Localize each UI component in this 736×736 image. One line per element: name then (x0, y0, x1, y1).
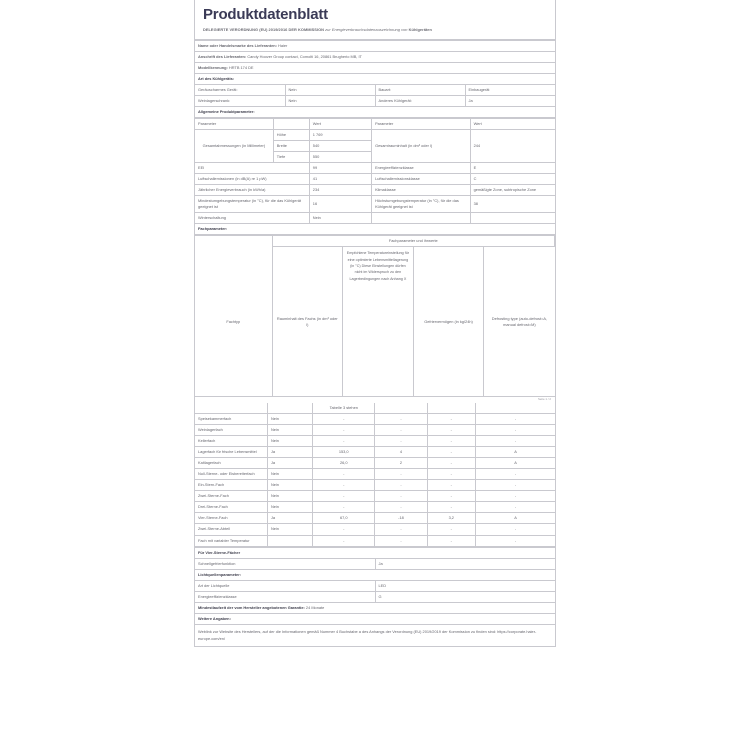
max-temp-label: Höchstumgebungstemperatur (in °C), für die das Kühlgerät geeignet ist (372, 196, 471, 213)
row-name-drei-sterne: Drei-Sterne-Fach (195, 502, 267, 513)
page-note: Seite 1 / 2 (537, 397, 551, 402)
row-volume-zwei-sterne-abteil: - (313, 524, 375, 535)
row-freezing-kellerfach: - (427, 436, 476, 447)
ref-blank-4 (427, 403, 476, 414)
regulation-line2: Kühlgeräten (408, 26, 432, 32)
gp-row-temperature (195, 196, 555, 213)
compartment-column-header-row (195, 247, 555, 397)
row-present-null-sterne: Nein (267, 469, 312, 480)
compartment-group-header: Fachparameter und ihrwerte (272, 236, 555, 247)
climate-class-label: Klimaklasse (372, 185, 471, 196)
compartment-corner-blank (195, 236, 272, 247)
compartment-table (195, 403, 555, 547)
wine-cabinet-label: Weinlagerschrank: (195, 95, 285, 106)
further-section-label: Weitere Angaben: (195, 613, 555, 624)
row-volume-lagerfach-frische: 153,0 (313, 447, 375, 458)
light-class-label: Energieeffizienzklasse (195, 591, 375, 602)
model-label: Modellkennung: (198, 64, 228, 70)
appliance-type-section-label: Art des Kühlgeräts: (195, 73, 555, 84)
fast-freeze-row (195, 558, 555, 569)
row-temp-vier-sterne: -18 (375, 513, 427, 524)
warranty-row (195, 602, 555, 613)
supplier-name-cell (195, 40, 555, 51)
gp-row-winter (195, 213, 555, 224)
winter-blank-2 (470, 213, 555, 224)
consumption-label: Jährlicher Energieverbrauch (in kWh/a) (195, 185, 309, 196)
row-defrost-null-sterne: - (476, 469, 555, 480)
row-name-speisekammerfach: Speisekammerfach (195, 414, 267, 425)
other-appliance-label: Anderes Kühlgerät: (375, 95, 465, 106)
consumption-value: 234 (309, 185, 371, 196)
appliance-type-header-row (195, 73, 555, 84)
row-volume-kellerfach: - (313, 436, 375, 447)
row-present-zwei-sterne: Nein (267, 491, 312, 502)
row-name-ein-stern: Ein-Stern-Fach (195, 480, 267, 491)
table-reference: Tabelle 3 stehen (313, 403, 375, 414)
row-freezing-vier-sterne: 3,2 (427, 513, 476, 524)
row-name-zwei-sterne: Zwei-Sterne-Fach (195, 491, 267, 502)
gp-header-value-2: Wert (470, 118, 555, 129)
volume-label: Gesamtrauminhalt (in dm³ oder l) (372, 129, 471, 162)
col-header-volume: Rauminhalt des Fachs (in dm³ oder l) (272, 247, 343, 397)
winter-switch-value: Nein (309, 213, 371, 224)
row-volume-speisekammerfach: - (313, 414, 375, 425)
row-name-variable-temp: Fach mit variabler Temperatur (195, 535, 267, 546)
datasheet-page (194, 0, 556, 736)
gp-row-noise (195, 174, 555, 185)
row-name-kaltlagerfach: Kaltlagerfach (195, 458, 267, 469)
col-header-freezing: Gefriervermögen (in kg/24h) (413, 247, 484, 397)
light-type-value: LED (375, 580, 555, 591)
regulation-subtitle (203, 27, 547, 34)
page-title: Produktdatenblatt (203, 6, 328, 23)
dimension-value-breite: 540 (309, 141, 371, 152)
row-defrost-kaltlagerfach: A (476, 458, 555, 469)
noise-class-label: Luftschallemissionsklasse (372, 174, 471, 185)
table-row (195, 458, 555, 469)
row-present-zwei-sterne-abteil: Nein (267, 524, 312, 535)
row-temp-kellerfach: - (375, 436, 427, 447)
row-volume-kaltlagerfach: 26,0 (313, 458, 375, 469)
row-present-lagerfach-frische: Ja (267, 447, 312, 458)
ref-blank-1 (195, 403, 267, 414)
supplier-table (195, 40, 555, 118)
min-temp-label: Mindestumgebungstemperatur (in °C), für die das Kühlgerät geeignet ist (195, 196, 309, 213)
row-defrost-drei-sterne: - (476, 502, 555, 513)
general-parameters-header-row (195, 106, 555, 117)
row-temp-speisekammerfach: - (375, 414, 427, 425)
row-temp-zwei-sterne: - (375, 491, 427, 502)
row-defrost-kellerfach: - (476, 436, 555, 447)
compartment-header-table (195, 235, 555, 397)
row-freezing-kaltlagerfach: - (427, 458, 476, 469)
supplier-name-value: Haier (278, 42, 288, 48)
col-header-temperature: Empfohlene Temperatureinstellung für eine optimierte Lebensmittellagerung (in °C) Diese Einstellungen dürfen nicht im Widerspruch zu den Lagerbedingungen nach Anhang X (343, 247, 414, 397)
row-temp-null-sterne: - (375, 469, 427, 480)
row-defrost-ein-stern: - (476, 480, 555, 491)
light-source-section-label: Lichtquellenparameter: (195, 569, 555, 580)
noise-class-value: C (470, 174, 555, 185)
row-present-kellerfach: Nein (267, 436, 312, 447)
gp-header-row (195, 118, 555, 129)
row-name-lagerfach-frische: Lagerfach für frische Lebensmittel (195, 447, 267, 458)
compartment-group-header-row (195, 236, 555, 247)
row-name-weinlagerfach: Weinlagerfach (195, 425, 267, 436)
light-type-row (195, 580, 555, 591)
row-freezing-zwei-sterne-abteil: - (427, 524, 476, 535)
ref-blank-3 (375, 403, 427, 414)
compartment-section-label: Fachparameter: (195, 224, 555, 235)
row-volume-vier-sterne: 67,0 (313, 513, 375, 524)
dimension-value-tiefe: 550 (309, 152, 371, 163)
dimension-name-hoehe: Höhe (273, 129, 309, 140)
wine-cabinet-value: Nein (285, 95, 375, 106)
table-row (195, 513, 555, 524)
winter-switch-label: Winterschaltung (195, 213, 309, 224)
dimensions-label: Gesamtabmessungen (in Millimeter) (195, 129, 273, 162)
supplier-address-label: Anschrift des Lieferanten: (198, 53, 247, 59)
row-temp-kaltlagerfach: 2 (375, 458, 427, 469)
build-type-value: Einbaugerät (465, 84, 555, 95)
table-row (195, 491, 555, 502)
gp-header-sub (273, 118, 309, 129)
warranty-cell (195, 602, 555, 613)
gp-row-eei (195, 163, 555, 174)
row-temp-variable-temp: - (375, 535, 427, 546)
dimension-name-breite: Breite (273, 141, 309, 152)
max-temp-value: 38 (470, 196, 555, 213)
row-volume-ein-stern: - (313, 480, 375, 491)
table-row (195, 535, 555, 546)
min-temp-value: 16 (309, 196, 371, 213)
build-type-label: Bauart: (375, 84, 465, 95)
gp-row-consumption (195, 185, 555, 196)
row-defrost-weinlagerfach: - (476, 425, 555, 436)
model-cell (195, 62, 555, 73)
row-temp-drei-sterne: - (375, 502, 427, 513)
regulation-line1: DELEGIERTE VERORDNUNG (EU) 2019/2016 DER KOMMISSION (203, 26, 325, 32)
row-temp-weinlagerfach: - (375, 425, 427, 436)
row-freezing-variable-temp: - (427, 535, 476, 546)
low-noise-label: Geräuscharmes Gerät: (195, 84, 285, 95)
appliance-type-row-1 (195, 95, 555, 106)
light-source-section-row (195, 569, 555, 580)
compartment-table-ref-row (195, 403, 555, 414)
row-name-kellerfach: Kellerfach (195, 436, 267, 447)
light-class-value: G (375, 591, 555, 602)
noise-label: Luftschallemissionen (in dB(A) re 1 pW) (195, 174, 309, 185)
noise-value: 41 (309, 174, 371, 185)
table-row (195, 469, 555, 480)
ref-blank-2 (267, 403, 312, 414)
row-name-null-sterne: Null-Sterne- oder Eisbereiterfach (195, 469, 267, 480)
row-volume-weinlagerfach: - (313, 425, 375, 436)
row-name-zwei-sterne-abteil: Zwei-Sterne-Abteil (195, 524, 267, 535)
row-present-weinlagerfach: Nein (267, 425, 312, 436)
warranty-value: 24 Monate (305, 604, 325, 610)
gp-header-parameter-1: Parameter (195, 118, 273, 129)
winter-blank-1 (372, 213, 471, 224)
row-present-variable-temp (267, 535, 312, 546)
row-present-speisekammerfach: Nein (267, 414, 312, 425)
row-freezing-null-sterne: - (427, 469, 476, 480)
weblink-text[interactable]: Weblink zur Website des Herstellers, auf der die Informationen gemäß Nummer 4 Buchstabe a des Anhangs der Verordnung (EU) 2019/2019 der Kommission zu finden sind: https://corporate.haier-europe.com/en/ (195, 624, 555, 646)
gp-dimension-row-0 (195, 129, 555, 140)
gp-header-parameter-2: Parameter (372, 118, 471, 129)
general-parameters-section-label: Allgemeine Produktparameter: (195, 106, 555, 117)
other-appliance-value: Ja (465, 95, 555, 106)
climate-class-value: gemäßigte Zone, subtropische Zone (470, 185, 555, 196)
row-freezing-zwei-sterne: - (427, 491, 476, 502)
fast-freeze-value: Ja (375, 558, 555, 569)
row-present-drei-sterne: Nein (267, 502, 312, 513)
general-parameters-table (195, 118, 555, 236)
row-volume-zwei-sterne: - (313, 491, 375, 502)
row-freezing-ein-stern: - (427, 480, 476, 491)
row-temp-zwei-sterne-abteil: - (375, 524, 427, 535)
supplier-address-row (195, 51, 555, 62)
four-star-section-label: Für Vier-Sterne-Fächer (195, 547, 555, 558)
further-section-row (195, 613, 555, 624)
volume-value: 244 (470, 129, 555, 162)
row-temp-ein-stern: - (375, 480, 427, 491)
table-row (195, 447, 555, 458)
fast-freeze-label: Schnellgefrierfunktion (195, 558, 375, 569)
col-header-type: Fachtyp (195, 247, 272, 397)
col-header-defrost: Defrosting type (auto-defrost=A, manual defrost=M) (484, 247, 555, 397)
datasheet-sheet (194, 0, 556, 647)
row-freezing-weinlagerfach: - (427, 425, 476, 436)
eei-value: 99 (309, 163, 371, 174)
low-noise-value: Nein (285, 84, 375, 95)
four-star-section-row (195, 547, 555, 558)
table-row (195, 524, 555, 535)
supplier-name-row (195, 40, 555, 51)
row-volume-drei-sterne: - (313, 502, 375, 513)
row-temp-lagerfach-frische: 4 (375, 447, 427, 458)
row-defrost-zwei-sterne-abteil: - (476, 524, 555, 535)
table-row (195, 414, 555, 425)
table-row (195, 480, 555, 491)
row-freezing-speisekammerfach: - (427, 414, 476, 425)
row-freezing-drei-sterne: - (427, 502, 476, 513)
supplier-name-label: Name oder Handelsmarke des Lieferanten: (198, 42, 277, 48)
row-present-kaltlagerfach: Ja (267, 458, 312, 469)
row-present-vier-sterne: Ja (267, 513, 312, 524)
row-defrost-lagerfach-frische: A (476, 447, 555, 458)
light-type-label: Art der Lichtquelle (195, 580, 375, 591)
appliance-type-row-0 (195, 84, 555, 95)
table-row (195, 436, 555, 447)
row-name-vier-sterne: Vier-Sterne-Fach (195, 513, 267, 524)
footer-table (195, 547, 555, 647)
row-freezing-lagerfach-frische: - (427, 447, 476, 458)
energy-class-value: E (470, 163, 555, 174)
weblink-row (195, 624, 555, 646)
ref-blank-5 (476, 403, 555, 414)
eei-label: EEI (195, 163, 309, 174)
row-defrost-vier-sterne: A (476, 513, 555, 524)
light-class-row (195, 591, 555, 602)
row-defrost-zwei-sterne: - (476, 491, 555, 502)
row-volume-null-sterne: - (313, 469, 375, 480)
table-row (195, 425, 555, 436)
gp-header-value-1: Wert (309, 118, 371, 129)
table-row (195, 502, 555, 513)
title-block (195, 0, 555, 40)
supplier-address-cell (195, 51, 555, 62)
warranty-label: Mindestlaufzeit der vom Hersteller angebotenen Garantie: (198, 604, 305, 610)
model-row (195, 62, 555, 73)
model-value: HRTB 174 DE (228, 64, 254, 70)
compartment-section-header-row (195, 224, 555, 235)
supplier-address-value: Candy Hoover Group contact, Comolti 16, 20861 Brugherio MB, IT (247, 53, 362, 59)
row-defrost-speisekammerfach: - (476, 414, 555, 425)
energy-class-label: Energieeffizienzklasse (372, 163, 471, 174)
regulation-italic: zur Energieverbrauchsdatenauszeichnung von (325, 26, 408, 32)
dimension-value-hoehe: 1 769 (309, 129, 371, 140)
row-present-ein-stern: Nein (267, 480, 312, 491)
row-defrost-variable-temp: - (476, 535, 555, 546)
dimension-name-tiefe: Tiefe (273, 152, 309, 163)
row-volume-variable-temp: - (313, 535, 375, 546)
